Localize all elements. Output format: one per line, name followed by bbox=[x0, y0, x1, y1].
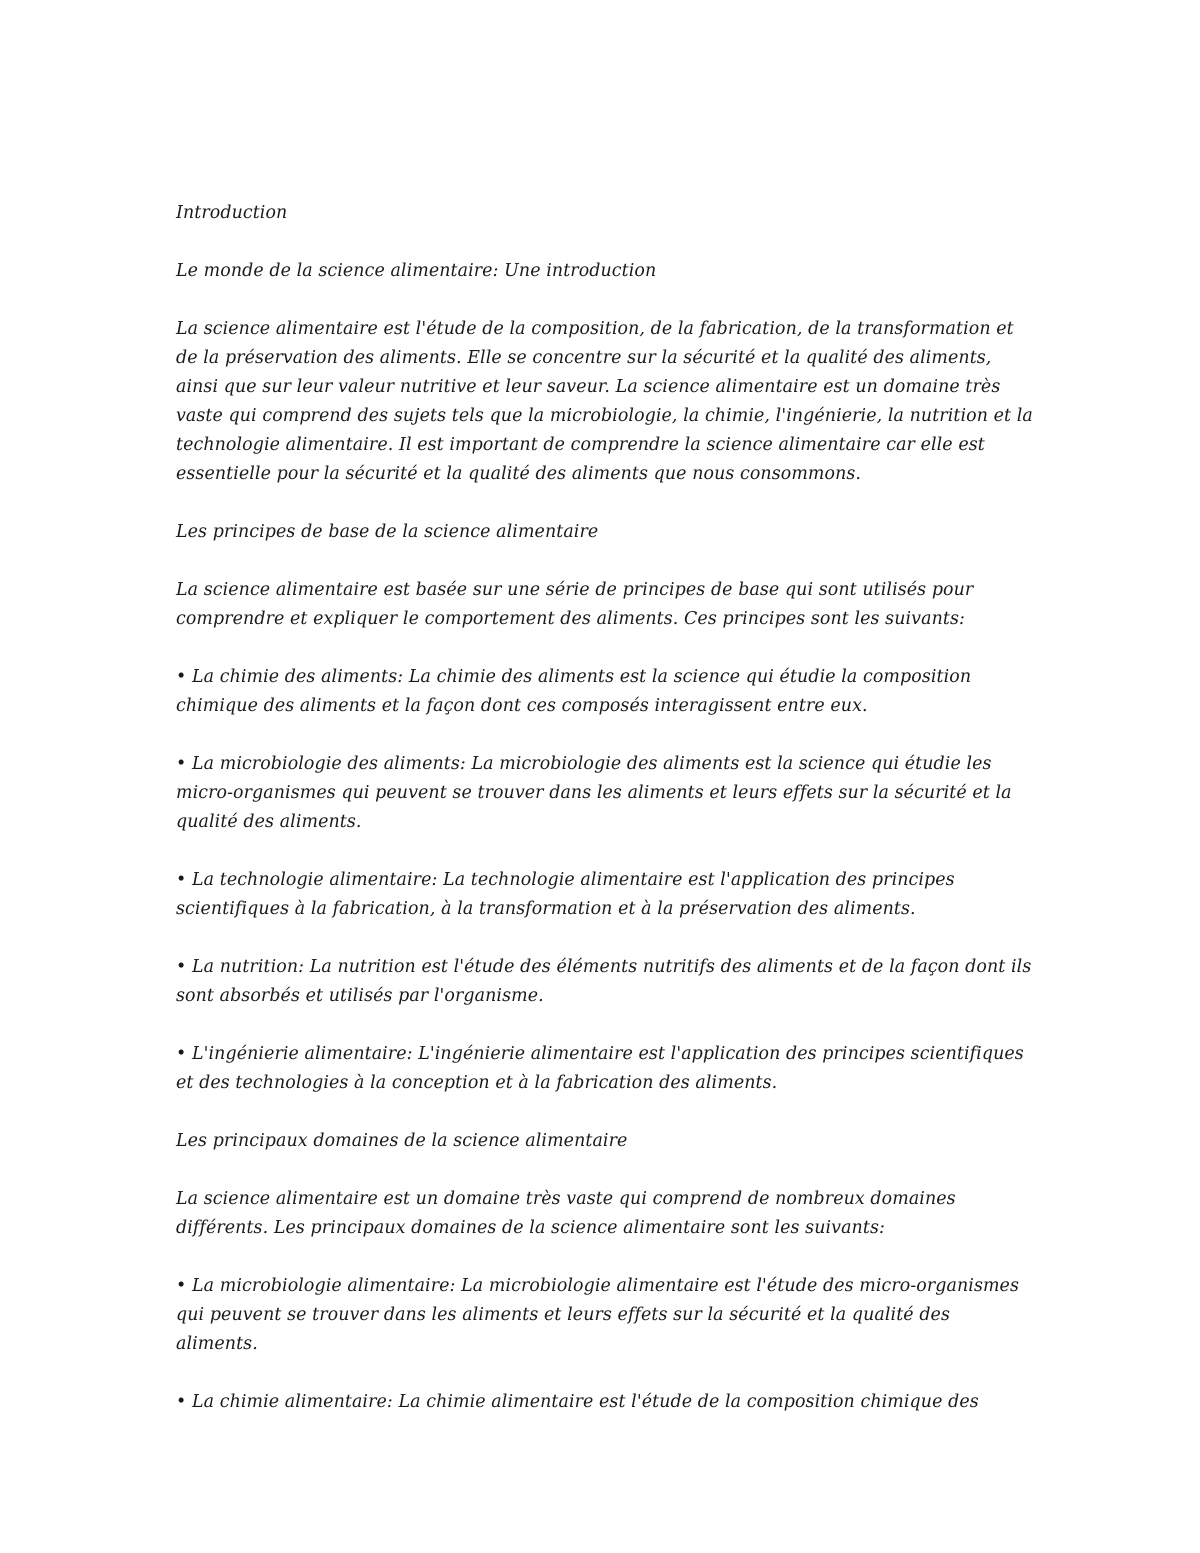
document-title: Le monde de la science alimentaire: Une introduction bbox=[176, 261, 657, 281]
bullet-item: • La microbiologie alimentaire: La microbiologie alimentaire est l'étude des micro-organismes qui peuvent se trouver dans les aliments et leurs effets sur la sécurité et la qualité des aliments. bbox=[176, 1276, 1019, 1354]
bullet-item: • La chimie alimentaire: La chimie alimentaire est l'étude de la composition chimique des bbox=[176, 1392, 979, 1412]
section-heading: Les principes de base de la science alimentaire bbox=[176, 522, 599, 542]
bullet-item: • La microbiologie des aliments: La microbiologie des aliments est la science qui étudie les micro-organismes qui peuvent se trouver dans les aliments et leurs effets sur la sécurité et la qualité des aliments. bbox=[176, 754, 1012, 832]
document-body bbox=[176, 199, 1036, 1417]
section-heading: Les principaux domaines de la science alimentaire bbox=[176, 1131, 628, 1151]
bullet-item: • La technologie alimentaire: La technologie alimentaire est l'application des principes scientifiques à la fabrication, à la transformation et à la préservation des aliments. bbox=[176, 870, 955, 919]
bullet-item: • L'ingénierie alimentaire: L'ingénierie alimentaire est l'application des principes scientifiques et des technologies à la conception et à la fabrication des aliments. bbox=[176, 1044, 1024, 1093]
body-paragraph: La science alimentaire est basée sur une série de principes de base qui sont utilisés pour comprendre et expliquer le comportement des aliments. Ces principes sont les suivants: bbox=[176, 580, 974, 629]
body-paragraph: La science alimentaire est un domaine très vaste qui comprend de nombreux domaines différents. Les principaux domaines de la science alimentaire sont les suivants: bbox=[176, 1189, 956, 1238]
section-heading: Introduction bbox=[176, 203, 288, 223]
body-paragraph: La science alimentaire est l'étude de la composition, de la fabrication, de la transformation et de la préservation des aliments. Elle se concentre sur la sécurité et la qualité des aliments, ainsi que sur leur valeur nutritive et leur saveur. La science alimentaire est un domaine très vaste qui comprend des sujets tels que la microbiologie, la chimie, l'ingénierie, la nutrition et la technologie alimentaire. Il est important de comprendre la science alimentaire car elle est essentielle pour la sécurité et la qualité des aliments que nous consommons. bbox=[176, 319, 1033, 484]
bullet-item: • La chimie des aliments: La chimie des aliments est la science qui étudie la composition chimique des aliments et la façon dont ces composés interagissent entre eux. bbox=[176, 667, 972, 716]
bullet-item: • La nutrition: La nutrition est l'étude des éléments nutritifs des aliments et de la façon dont ils sont absorbés et utilisés par l'organisme. bbox=[176, 957, 1032, 1006]
